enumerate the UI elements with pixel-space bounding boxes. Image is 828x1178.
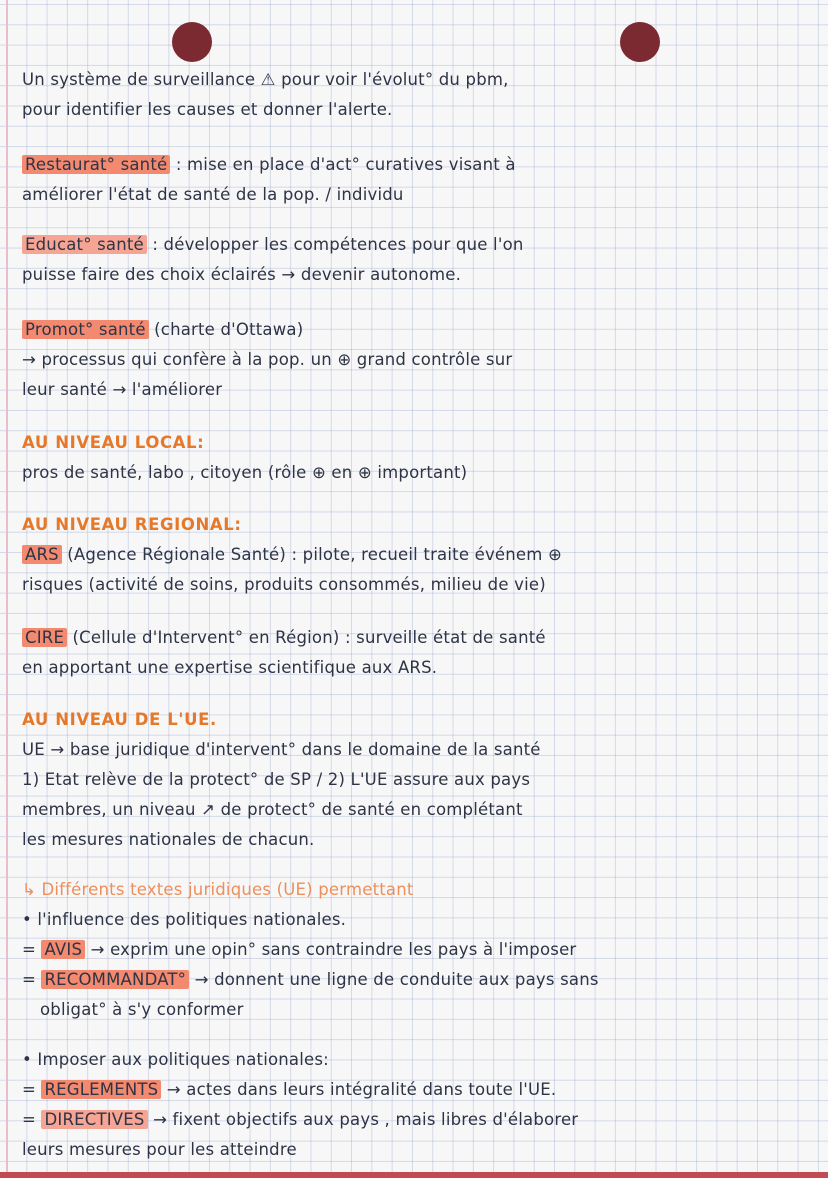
recommandation-term: RECOMMANDAT°: [41, 970, 189, 989]
ars-line-1: [22, 545, 562, 564]
promotion-ref: (charte d'Ottawa): [154, 320, 304, 339]
surveillance-line-2: pour identifier les causes et donner l'alerte.: [22, 100, 393, 119]
binder-hole-left: [172, 22, 212, 62]
avis-term: AVIS: [41, 940, 85, 959]
avis-line: = AVIS → exprim une opin° sans contraindre les pays à l'imposer: [22, 940, 577, 959]
education-line-2: puisse faire des choix éclairés → devenir autonome.: [22, 265, 462, 284]
ue-line-1: UE → base juridique d'intervent° dans le domaine de la santé: [22, 740, 541, 759]
recommandation-line-2: obligat° à s'y conformer: [40, 1000, 244, 1019]
local-heading: AU NIVEAU LOCAL:: [22, 433, 205, 452]
binder-hole-right: [620, 22, 660, 62]
ue-line-2: 1) Etat relève de la protect° de SP / 2) L'UE assure aux pays: [22, 770, 531, 789]
cire-line-2: en apportant une expertise scientifique aux ARS.: [22, 658, 438, 677]
directives-term: DIRECTIVES: [41, 1110, 147, 1129]
reglements-def: → actes dans leurs intégralité dans toute l'UE.: [166, 1080, 557, 1099]
textes-heading: ↳ Différents textes juridiques (UE) permettant: [22, 880, 414, 899]
ars-line-2: risques (activité de soins, produits consommés, milieu de vie): [22, 575, 546, 594]
promotion-line-2: → processus qui confère à la pop. un ⊕ grand contrôle sur: [22, 350, 513, 369]
education-def: : développer les compétences pour que l'on: [152, 235, 524, 254]
ue-line-4: les mesures nationales de chacun.: [22, 830, 315, 849]
cire-line-1: [22, 628, 546, 647]
avis-def: → exprim une opin° sans contraindre les pays à l'imposer: [90, 940, 577, 959]
ars-term: ARS: [22, 545, 62, 564]
promotion-term: Promot° santé: [22, 320, 149, 339]
recommandation-line-1: = RECOMMANDAT° → donnent une ligne de conduite aux pays sans: [22, 970, 599, 989]
education-term: Educat° santé: [22, 235, 147, 254]
regional-heading: AU NIVEAU REGIONAL:: [22, 515, 242, 534]
restauration-def: : mise en place d'act° curatives visant à: [175, 155, 516, 174]
promotion-line-3: leur santé → l'améliorer: [22, 380, 223, 399]
reglements-term: REGLEMENTS: [41, 1080, 161, 1099]
local-line-1: pros de santé, labo , citoyen (rôle ⊕ en ⊕ important): [22, 463, 468, 482]
ars-def: (Agence Régionale Santé) : pilote, recueil traite événem ⊕: [67, 545, 563, 564]
restauration-line-2: améliorer l'état de santé de la pop. / individu: [22, 185, 404, 204]
education-line-1: [22, 235, 524, 254]
directives-line-1: = DIRECTIVES → fixent objectifs aux pays , mais libres d'élaborer: [22, 1110, 579, 1129]
cire-term: CIRE: [22, 628, 67, 647]
imposer-line: • Imposer aux politiques nationales:: [22, 1050, 329, 1069]
restauration-line-1: [22, 155, 516, 174]
margin-line: [6, 0, 8, 1178]
surveillance-line-1: Un système de surveillance ⚠ pour voir l'évolut° du pbm,: [22, 70, 509, 89]
directives-line-2: leurs mesures pour les atteindre: [22, 1140, 297, 1159]
promotion-line-1: [22, 320, 303, 339]
cire-def: (Cellule d'Intervent° en Région) : surveille état de santé: [72, 628, 546, 647]
ue-line-3: membres, un niveau ↗ de protect° de santé en complétant: [22, 800, 523, 819]
recommandation-def: → donnent une ligne de conduite aux pays sans: [194, 970, 599, 989]
reglements-line: = REGLEMENTS → actes dans leurs intégralité dans toute l'UE.: [22, 1080, 557, 1099]
restauration-term: Restaurat° santé: [22, 155, 170, 174]
page-bottom-edge: [0, 1172, 828, 1178]
ue-heading: AU NIVEAU DE L'UE.: [22, 710, 217, 729]
influence-line: • l'influence des politiques nationales.: [22, 910, 347, 929]
directives-def: → fixent objectifs aux pays , mais libres d'élaborer: [153, 1110, 579, 1129]
